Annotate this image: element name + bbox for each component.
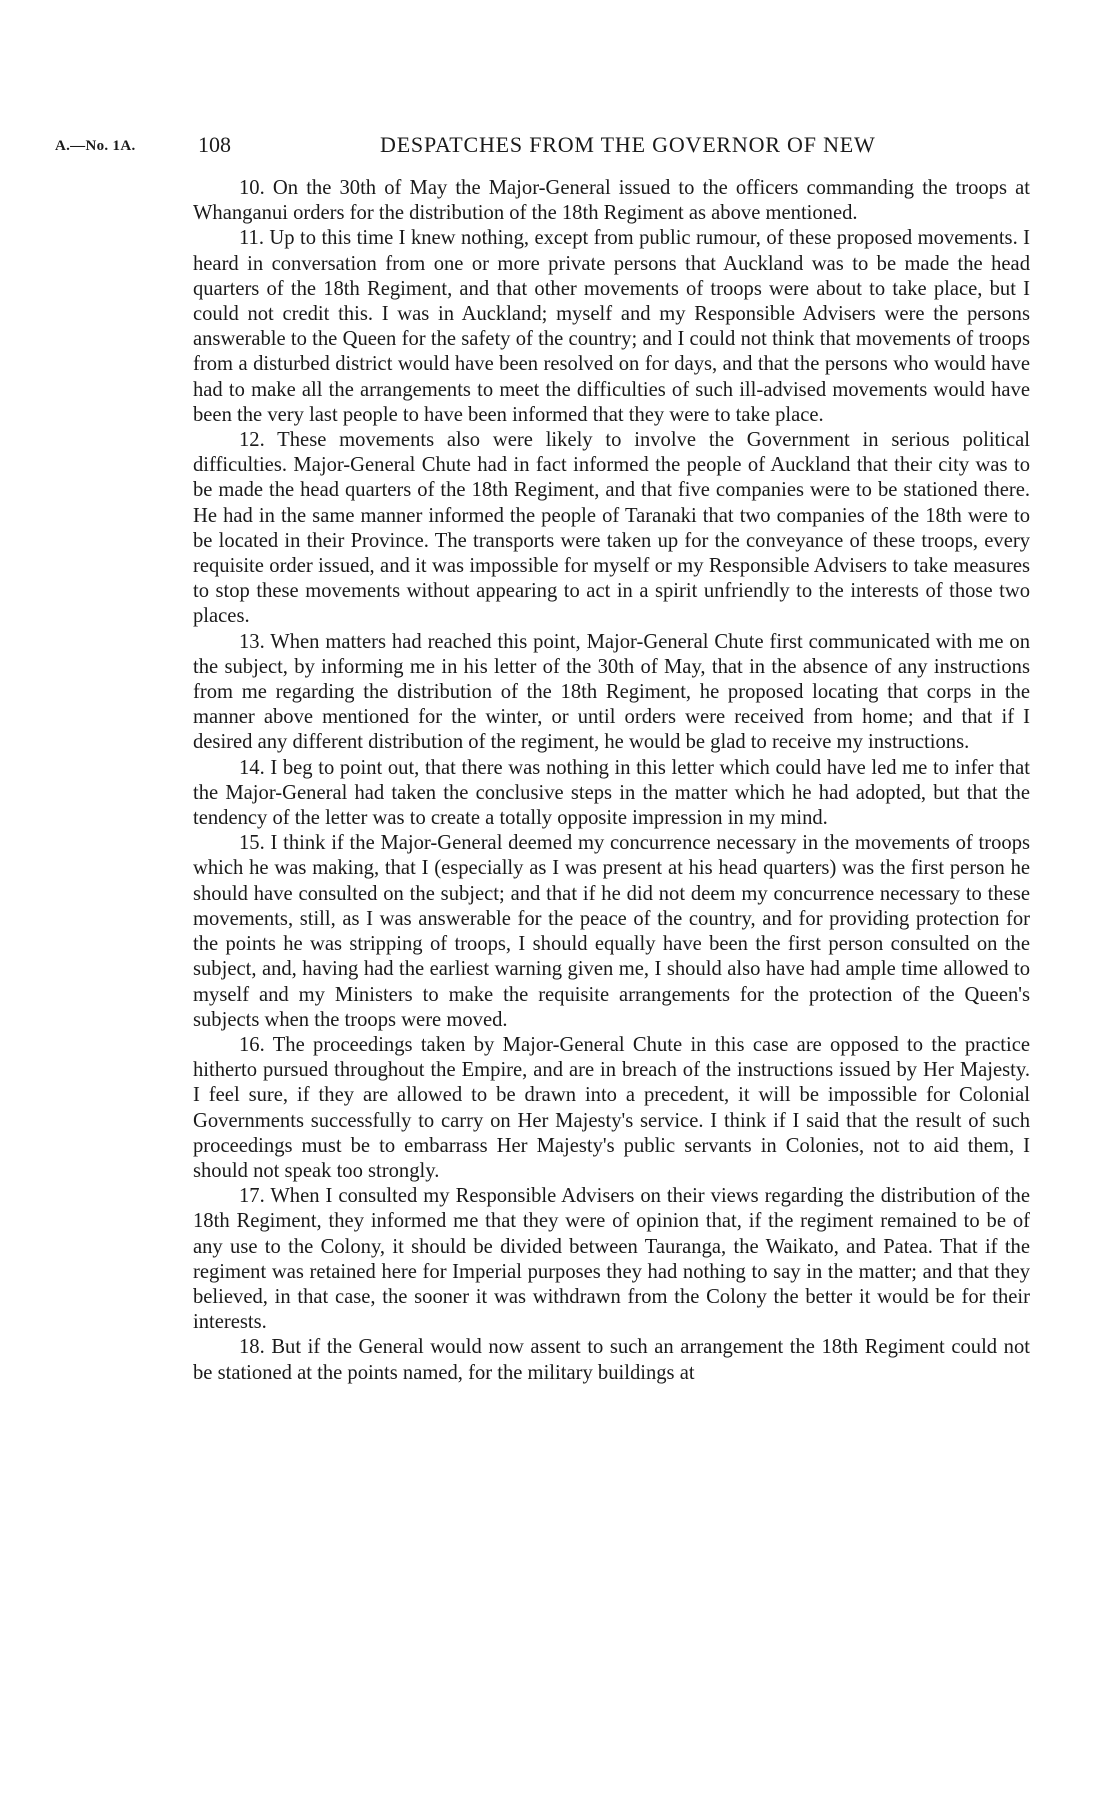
page-number: 108	[198, 132, 231, 157]
paragraph-18: 18. But if the General would now assent to such an arrangement the 18th Regiment could not be stationed at the points named, for the military buildings at	[193, 1336, 1030, 1384]
paragraph-14: 14. I beg to point out, that there was nothing in this letter which could have led me to infer that the Major-General had taken the conclusive steps in the matter which he had adopted, but that the tendency of the letter was to create a totally opposite impression in my mind.	[193, 756, 1030, 830]
paragraph-12: 12. These movements also were likely to involve the Government in serious political difficulties. Major-General Chute had in fact informed the people of Auckland that their city was to be made the head quarters of the 18th Regiment, and that five companies were to be stationed there. He had in the same manner informed the people of Taranaki that two companies of the 18th were to be located in their Province. The transports were taken up for the conveyance of these troops, every requisite order issued, and it was impossible for myself or my Responsible Advisers to take measures to stop these movements without appearing to act in a spirit unfriendly to the interests of those two places.	[193, 429, 1030, 628]
paragraph-16: 16. The proceedings taken by Major-General Chute in this case are opposed to the practice hitherto pursued throughout the Empire, and are in breach of the instructions issued by Her Majesty. I feel sure, if they are allowed to be drawn into a precedent, it will be impossible for Colonial Governments successfully to carry on Her Majesty's service. I think if I said that the result of such proceedings must be to embarrass Her Majesty's public servants in Colonies, not to aid them, I should not speak too strongly.	[193, 1033, 1030, 1182]
page-header	[55, 132, 1035, 162]
document-reference: A.—No. 1A.	[55, 138, 136, 154]
paragraph-13: 13. When matters had reached this point, Major-General Chute first communicated with me on the subject, by informing me in his letter of the 30th of May, that in the absence of any instructions from me regarding the distribution of the 18th Regiment, he proposed locating that corps in the manner above mentioned for the winter, or until orders were received from home; and that if I desired any different distribution of the regiment, he would be glad to receive my instructions.	[193, 630, 1030, 754]
paragraph-15: 15. I think if the Major-General deemed my concurrence necessary in the movements of troops which he was making, that I (especially as I was present at his head quarters) was the first person he should have consulted on the subject; and that if he did not deem my concurrence necessary to these movements, still, as I was answerable for the peace of the country, and for providing protection for the points he was stripping of troops, I should equally have been the first person consulted on the subject, and, having had the earliest warning given me, I should also have had ample time allowed to myself and my Ministers to make the requisite arrangements for the protection of the Queen's subjects when the troops were moved.	[193, 832, 1030, 1031]
paragraph-11: 11. Up to this time I knew nothing, except from public rumour, of these proposed movements. I heard in conversation from one or more private persons that Auckland was to be made the head quarters of the 18th Regiment, and that other movements of troops were about to take place, but I could not credit this. I was in Auckland; myself and my Responsible Advisers were the persons answerable to the Queen for the safety of the country; and I could not think that movements of troops from a disturbed district would have been resolved on for days, and that the persons who would have had to make all the arrangements to meet the difficulties of such ill-advised movements would have been the very last people to have been informed that they were to take place.	[193, 227, 1030, 426]
paragraph-10: 10. On the 30th of May the Major-General issued to the officers commanding the troops at Whanganui orders for the distribution of the 18th Regiment as above mentioned.	[193, 177, 1030, 225]
body-text	[193, 176, 1030, 1386]
running-title: DESPATCHES FROM THE GOVERNOR OF NEW	[380, 132, 876, 157]
paragraph-17: 17. When I consulted my Responsible Advisers on their views regarding the distribution of the 18th Regiment, they informed me that they were of opinion that, if the regiment remained to be of any use to the Colony, it should be divided between Tauranga, the Waikato, and Patea. That if the regiment was retained here for Imperial purposes they had nothing to say in the matter; and that they believed, in that case, the sooner it was withdrawn from the Colony the better it would be for their interests.	[193, 1185, 1030, 1334]
